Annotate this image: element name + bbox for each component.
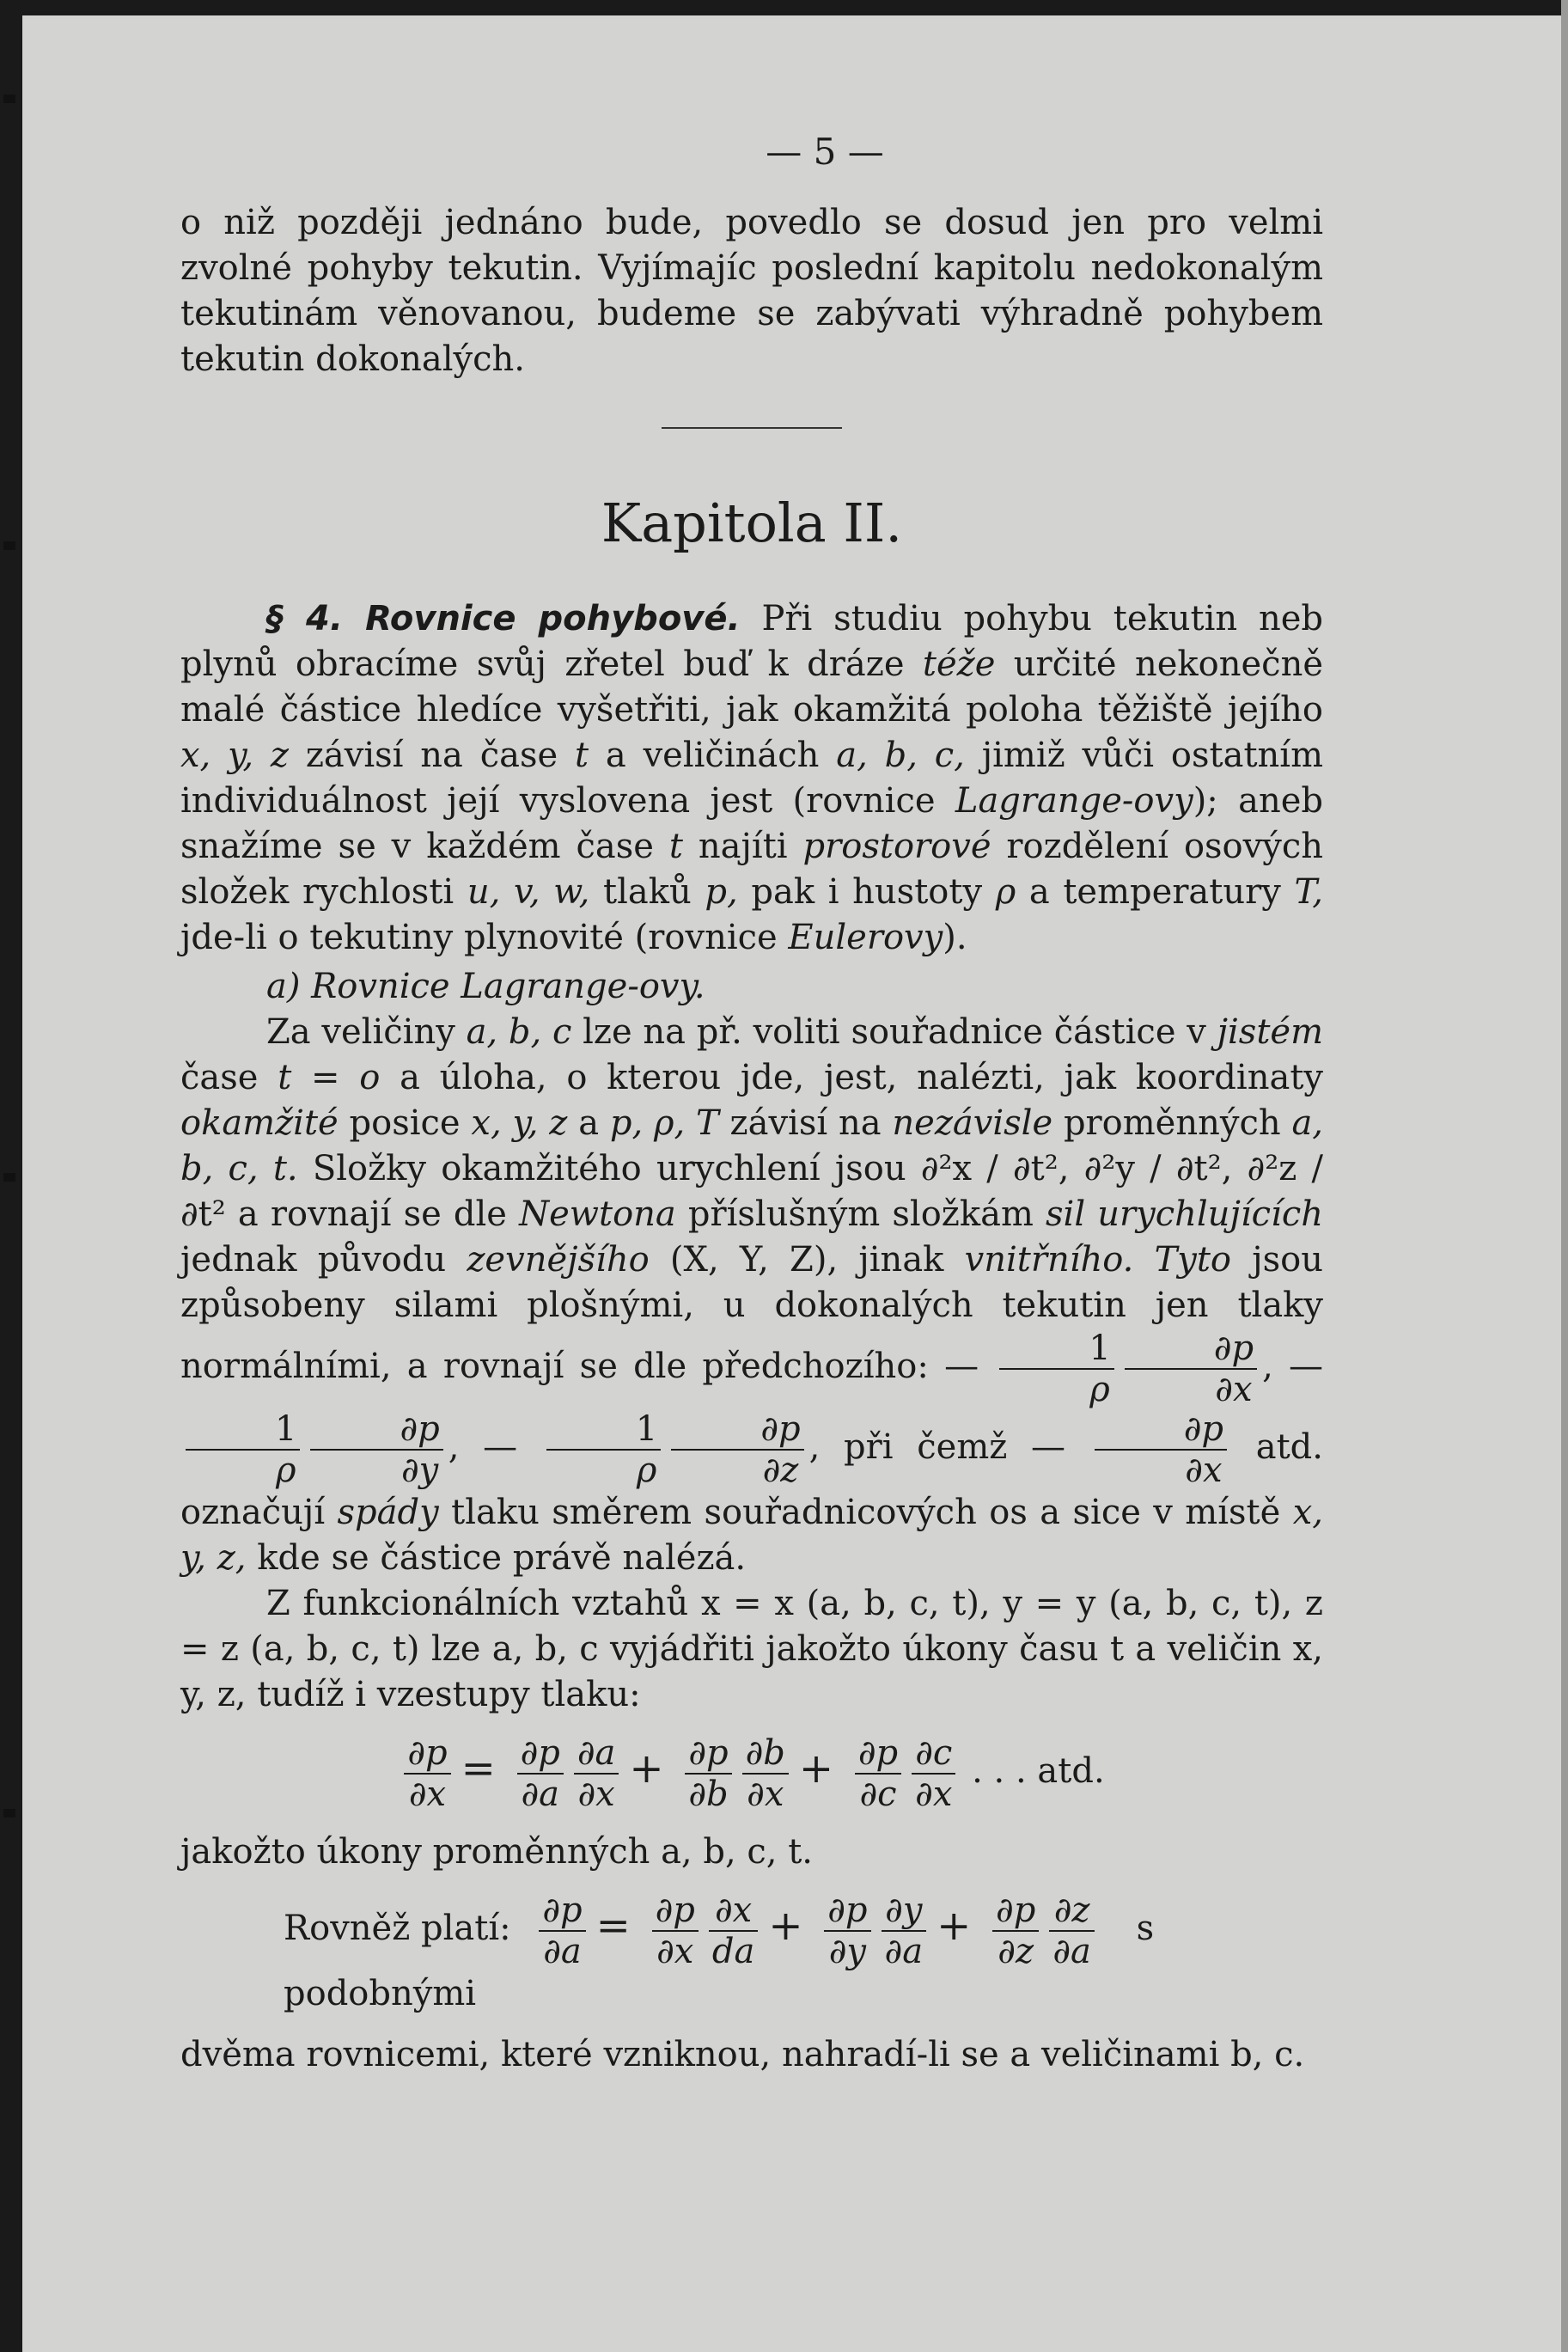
- paragraph-lagrange: Za veličiny a, b, c lze na př. voliti souřadnice částice v jistém čase t = o a úloha, o kterou jde, jest, nalézti, jak koordinaty okamžité posice x, y, z a p, ρ, T závisí na nezávisle proměnných a, b, c, t. Složky okamžitého urychlení jsou ∂²x / ∂t², ∂²y / ∂t², ∂²z / ∂t² a rovnají se dle Newtona příslušným složkám sil urychlujících jednak původu zevnějšího (X, Y, Z), jinak vnitřního. Tyto jsou způsobeny silami plošnými, u dokonalých tekutin jen tlaky normálními, a rovnají se dle předchozího: — $\frac{1}{\rho}$ $\frac{\partial p}{\partial x}$ , — $\frac{1}{\rho}$ $\frac{\partial p}{\partial y}$ , — $\frac{1}{\rho}$ $\frac{\partial p}{\partial z}$ , při čemž — $\frac{\partial p}{\partial x}$ atd. označují spády tlaku směrem souřadnicových os a sice v místě x, y, z, kde se částice právě nalézá.: [180, 1012, 1324, 1578]
- paragraph-section-4: § 4. Rovnice pohybové. Při studiu pohybu tekutin neb plynů obracíme svůj zřetel buď k dráze téže určité nekonečně malé částice hledíce vyšetřiti, jak okamžitá poloha těžiště jejího x, y, z závisí na čase t a veličinách a, b, c, jimiž vůči ostatním individuálnost její vyslovena jest (rovnice Lagrange-ovy); aneb snažíme se v každém čase t najíti prostorové rozdělení osových složek rychlosti u, v, w, tlaků p, pak i hustoty ρ a temperatury T, jde-li o tekutiny plynovité (rovnice Eulerovy).: [180, 599, 1324, 957]
- fraction: $\frac{1}{\rho}$: [546, 1409, 661, 1490]
- book-page: [180, 129, 1323, 2078]
- page-number: — 5 —: [766, 131, 884, 173]
- scan-mark: [3, 541, 15, 550]
- fraction: $\frac{1}{\rho}$: [186, 1409, 300, 1490]
- fraction: $\frac{\partial p}{\partial y}$: [310, 1409, 442, 1490]
- fraction: $\frac{\partial p}{\partial x}$: [1125, 1329, 1257, 1409]
- chapter-title: Kapitola II.: [601, 492, 903, 554]
- fraction: $\frac{\partial p}{\partial x}$: [1095, 1409, 1227, 1490]
- scan-top-edge: [0, 0, 1568, 15]
- equation-pressure-a: Rovněž platí: $\frac{\partial p}{\partial a}$ = $\frac{\partial p}{\partial x}$ $\frac{\partial x}{da}$ + $\frac{\partial p}{\partial y}$ $\frac{\partial y}{\partial a}$ + $\frac{\partial p}{\partial z}$ $\frac{\partial z}{\partial a}$ s podobnými: [284, 1891, 1155, 2013]
- section-label: § 4. Rovnice pohybové.: [266, 599, 741, 638]
- paragraph-functions-of-variables: jakožto úkony proměnných a, b, c, t.: [180, 1832, 814, 1872]
- scan-mark: [3, 1809, 15, 1817]
- fraction: $\frac{1}{\rho}$: [999, 1329, 1113, 1409]
- fraction: $\frac{\partial p}{\partial z}$: [671, 1409, 803, 1490]
- paragraph-intro: o niž později jednáno bude, povedlo se dosud jen pro velmi zvolné pohyby tekutin. Vyjímajíc poslední kapitolu nedokonalým tekutinám věnovanou, budeme se zabývati výhradně pohybem tekutin dokonalých.: [180, 203, 1323, 379]
- subheading-lagrange: a) Rovnice Lagrange-ovy.: [266, 967, 705, 1006]
- scan-mark: [3, 1173, 15, 1182]
- paragraph-closing: dvěma rovnicemi, které vzniknou, nahradí-li se a veličinami b, c.: [180, 2035, 1305, 2074]
- equation-pressure-gradient: $\frac{\partial p}{\partial x}$ = $\frac{\partial p}{\partial a}$ $\frac{\partial a}{\partial x}$ + $\frac{\partial p}{\partial b}$ $\frac{\partial b}{\partial x}$ + $\frac{\partial p}{\partial c}$ $\frac{\partial c}{\partial x}$ . . . atd.: [180, 1733, 1323, 1814]
- paragraph-functional-relations: Z funkcionálních vztahů x = x (a, b, c, t), y = y (a, b, c, t), z = z (a, b, c, t) lze a, b, c vyjádřiti jakožto úkony času t a veličin x, y, z, tudíž i vzestupy tlaku:: [180, 1584, 1323, 1714]
- scan-mark: [3, 95, 15, 103]
- section-divider: [662, 427, 842, 429]
- scan-right-edge: [1561, 0, 1568, 2352]
